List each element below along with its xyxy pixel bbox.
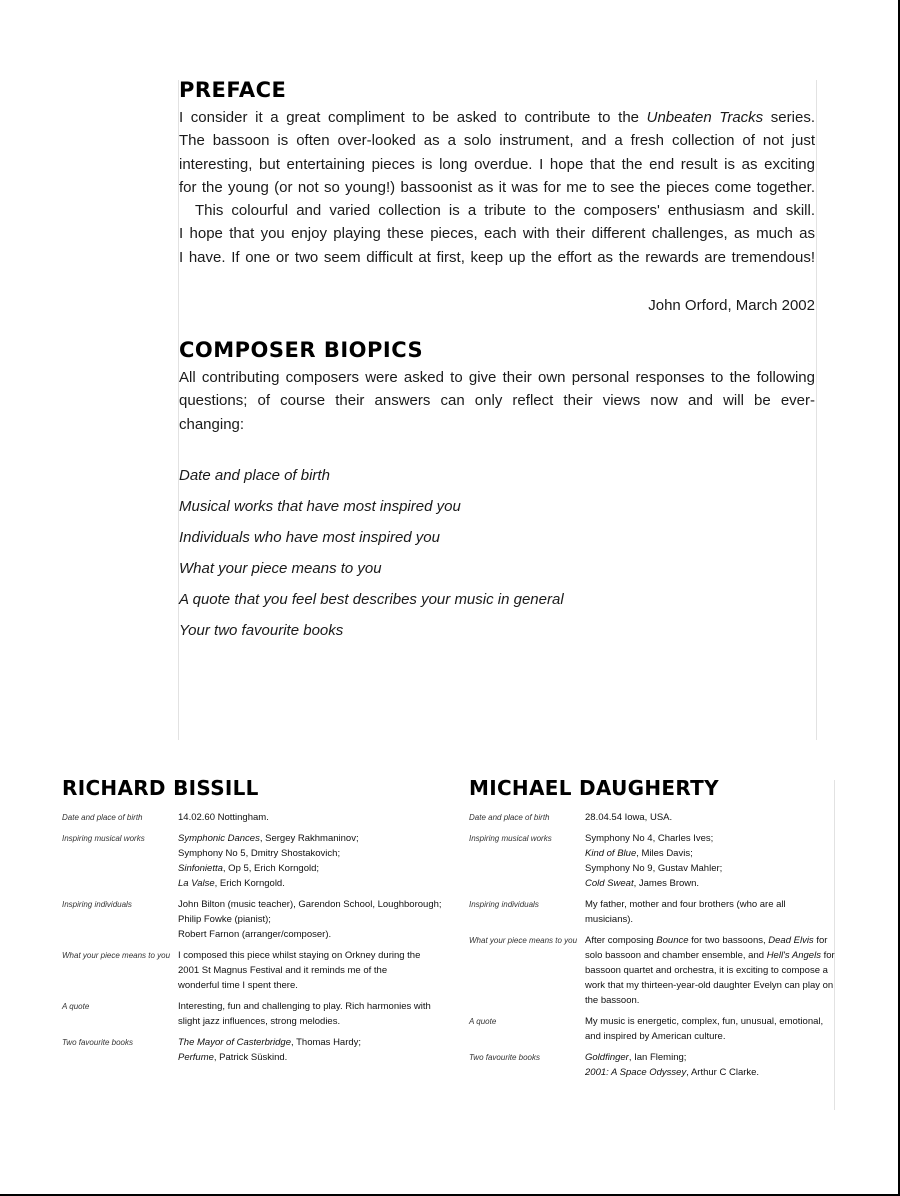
- value-line: [585, 978, 835, 993]
- book-title: The Mayor of Casterbridge: [178, 1037, 291, 1048]
- bio-label: What your piece means to you: [62, 951, 171, 960]
- piece-title: Bounce: [656, 935, 689, 946]
- work-item: [178, 876, 359, 891]
- bio-label: Date and place of birth: [469, 813, 550, 822]
- preface-heading: PREFACE: [179, 78, 287, 102]
- bio-value: [178, 948, 420, 993]
- bio-value: [585, 831, 722, 891]
- value-line: [585, 963, 835, 978]
- bio-label: A quote: [469, 1017, 497, 1026]
- value-line: [585, 933, 835, 948]
- work-composer: Symphony No 9, Gustav Mahler;: [585, 863, 723, 874]
- text-span: After composing: [585, 935, 657, 946]
- value-line: 2001 St Magnus Festival and it reminds me of the: [178, 965, 388, 976]
- questions-list: [179, 460, 815, 646]
- question-item: What your piece means to you: [179, 559, 382, 577]
- value-line: My father, mother and four brothers (who are all: [585, 899, 786, 910]
- bio-row-quote: [62, 999, 432, 1029]
- bio-label: Date and place of birth: [62, 813, 143, 822]
- bio-row-individuals: [469, 897, 839, 927]
- preface-line: I hope that you enjoy playing these pieces, each with their different challenges, as much as: [179, 225, 815, 243]
- preface-paragraph-1: [179, 106, 815, 199]
- bio-row-quote: [469, 1014, 839, 1044]
- intro-line: All contributing composers were asked to give their own personal responses to the following: [179, 369, 815, 387]
- text-span: work that my thirteen-year-old daughter Evelyn can play on: [585, 980, 834, 991]
- work-item: [585, 846, 722, 861]
- question-item: Date and place of birth: [179, 466, 330, 484]
- value-line: John Bilton (music teacher), Garendon School, Loughborough;: [178, 899, 442, 910]
- bio-label: Two favourite books: [469, 1053, 540, 1062]
- preface-signature: John Orford, March 2002: [648, 297, 815, 315]
- composer-bio-bissill: [62, 776, 442, 1071]
- book-item: [178, 1035, 361, 1050]
- work-item: [178, 846, 359, 861]
- work-item: [585, 876, 722, 891]
- bio-label: Inspiring musical works: [62, 834, 145, 843]
- work-composer: Symphony No 5, Dmitry Shostakovich;: [178, 848, 341, 859]
- preface-line: This colourful and varied collection is a tribute to the composers' enthusiasm and skill.: [195, 202, 815, 220]
- book-item: [585, 1050, 759, 1065]
- text-span: for two bassoons,: [688, 935, 769, 946]
- value-line: I composed this piece whilst staying on Orkney during the: [178, 950, 421, 961]
- bio-label: A quote: [62, 1002, 90, 1011]
- bio-value: [178, 1035, 361, 1065]
- bio-row-works: [469, 831, 839, 891]
- work-item: [178, 831, 359, 846]
- value-line: Robert Farnon (arranger/composer).: [178, 929, 332, 940]
- work-item: [178, 861, 359, 876]
- preface-line: [179, 106, 815, 129]
- work-composer: , Erich Korngold.: [214, 878, 285, 889]
- bio-label: Inspiring musical works: [469, 834, 552, 843]
- text-span: the bassoon.: [585, 995, 640, 1006]
- intro-line: questions; of course their answers can only reflect their views now and will be ever-: [179, 392, 815, 410]
- text-span: solo bassoon and chamber ensemble, and: [585, 950, 767, 961]
- bio-row-birth: [469, 810, 839, 825]
- biopics-heading: COMPOSER BIOPICS: [179, 338, 424, 363]
- preface-section: [179, 78, 815, 646]
- work-title: Kind of Blue: [585, 848, 637, 859]
- text-span: for: [820, 950, 835, 961]
- bio-value: [585, 933, 835, 1008]
- piece-title: Dead Elvis: [768, 935, 814, 946]
- bio-row-birth: [62, 810, 432, 825]
- book-title: 2001: A Space Odyssey: [585, 1067, 687, 1078]
- bio-row-works: [62, 831, 432, 891]
- biopics-intro: [179, 366, 815, 436]
- intro-line: changing:: [179, 415, 245, 433]
- bio-value: 28.04.54 Iowa, USA.: [585, 812, 673, 823]
- bio-value: [178, 831, 359, 891]
- book-author: , Arthur C Clarke.: [686, 1067, 760, 1078]
- bio-value: [178, 897, 442, 942]
- book-author: , Patrick Süskind.: [213, 1052, 288, 1063]
- bio-row-meaning: [62, 948, 432, 993]
- bio-value: 14.02.60 Nottingham.: [178, 812, 269, 823]
- book-title: Perfume: [178, 1052, 214, 1063]
- book-title: Goldfinger: [585, 1052, 629, 1063]
- text-span: I consider it a great compliment to be asked to contribute to the: [179, 109, 647, 126]
- work-title: Cold Sweat: [585, 878, 634, 889]
- work-title: La Valse: [178, 878, 215, 889]
- work-composer: , Op 5, Erich Korngold;: [222, 863, 320, 874]
- value-line: [585, 948, 835, 963]
- work-composer: , Miles Davis;: [636, 848, 693, 859]
- question-item: Musical works that have most inspired you: [179, 497, 461, 515]
- bio-label: What your piece means to you: [469, 936, 578, 945]
- work-item: [585, 831, 722, 846]
- preface-line: I have. If one or two seem difficult at first, keep up the effort as the rewards are tremendous!: [179, 248, 815, 266]
- book-author: , Ian Fleming;: [628, 1052, 687, 1063]
- work-item: [585, 861, 722, 876]
- composer-name: RICHARD BISSILL: [62, 776, 259, 800]
- bio-value: [585, 1014, 823, 1044]
- book-item: [585, 1065, 759, 1080]
- value-line: and inspired by American culture.: [585, 1031, 726, 1042]
- preface-paragraph-2: [179, 199, 815, 269]
- piece-title: Hell's Angels: [766, 950, 821, 961]
- bio-row-books: [469, 1050, 839, 1080]
- work-composer: , Sergey Rakhmaninov;: [259, 833, 359, 844]
- value-line: [585, 993, 835, 1008]
- text-span: series.: [763, 109, 815, 126]
- work-composer: Symphony No 4, Charles Ives;: [585, 833, 714, 844]
- bio-value: [178, 999, 431, 1029]
- work-title: Sinfonietta: [178, 863, 223, 874]
- value-line: slight jazz influences, strong melodies.: [178, 1016, 341, 1027]
- book-author: , Thomas Hardy;: [291, 1037, 362, 1048]
- bio-label: Inspiring individuals: [469, 900, 539, 909]
- preface-line: The bassoon is often over-looked as a solo instrument, and a fresh collection of not just: [179, 132, 815, 150]
- bio-label: Inspiring individuals: [62, 900, 132, 909]
- question-item: Your two favourite books: [179, 621, 344, 639]
- value-line: Interesting, fun and challenging to play. Rich harmonies with: [178, 1001, 431, 1012]
- bio-row-books: [62, 1035, 432, 1065]
- bio-label: Two favourite books: [62, 1038, 133, 1047]
- composer-name: MICHAEL DAUGHERTY: [469, 776, 719, 800]
- work-title: Symphonic Dances: [178, 833, 260, 844]
- value-line: My music is energetic, complex, fun, unusual, emotional,: [585, 1016, 824, 1027]
- bio-row-meaning: [469, 933, 839, 1008]
- question-item: A quote that you feel best describes your music in general: [179, 590, 564, 608]
- text-span: bassoon quartet and orchestra, it is exciting to compose a: [585, 965, 828, 976]
- column-guide-right: [816, 80, 817, 740]
- work-composer: , James Brown.: [633, 878, 700, 889]
- bio-value: [585, 1050, 759, 1080]
- value-line: musicians).: [585, 914, 634, 925]
- composer-bio-daugherty: [469, 776, 839, 1086]
- question-item: Individuals who have most inspired you: [179, 528, 440, 546]
- value-line: wonderful time I spent there.: [178, 980, 298, 991]
- bio-value: [585, 897, 786, 927]
- value-line: Philip Fowke (pianist);: [178, 914, 271, 925]
- text-span: for: [813, 935, 828, 946]
- preface-line: interesting, but entertaining pieces is long overdue. I hope that the end result is as exciting: [179, 155, 815, 173]
- book-item: [178, 1050, 361, 1065]
- series-title: Unbeaten Tracks: [646, 109, 764, 126]
- preface-line: for the young (or not so young!) bassoonist as it was for me to see the pieces come together.: [179, 178, 815, 196]
- bio-row-individuals: [62, 897, 442, 942]
